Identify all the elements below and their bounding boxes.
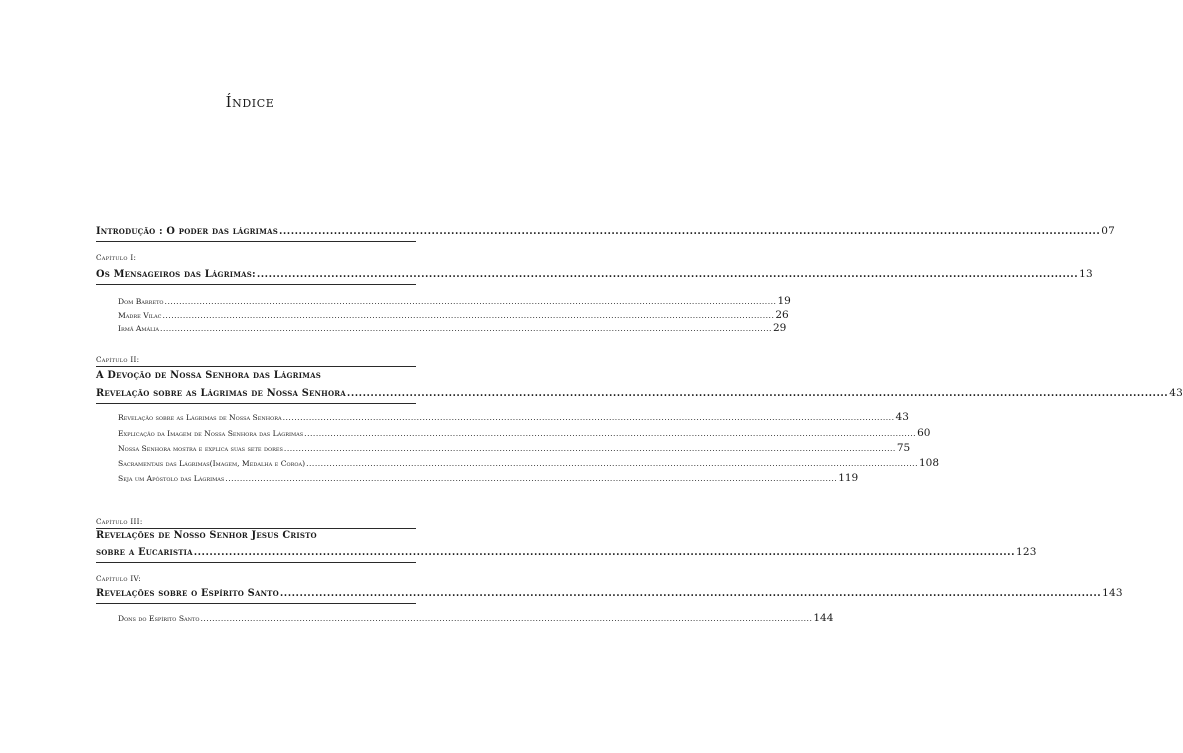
toc-entry-label: Irmã Amália xyxy=(118,324,160,333)
toc-entry-page: 19 xyxy=(777,295,791,307)
toc-subentry[interactable] xyxy=(118,411,909,423)
dot-leader: .................................................................................................................................................................................................................. xyxy=(162,311,775,320)
toc-entry-chapter-4[interactable] xyxy=(96,587,1123,599)
toc-entry-page: 119 xyxy=(838,472,859,484)
toc-entry-chapter-1[interactable] xyxy=(96,268,1093,280)
section-divider xyxy=(96,528,416,529)
dot-leader: .................................................................................................................................................................................................................. xyxy=(160,324,772,333)
page-title: Índice xyxy=(225,93,275,111)
toc-entry-chapter-2[interactable] xyxy=(96,387,1183,399)
toc-entry-page: 143 xyxy=(1102,587,1123,599)
toc-subentry[interactable] xyxy=(118,457,940,469)
toc-entry-page: 108 xyxy=(919,457,940,469)
toc-entry-label: Explicação da Imagem de Nossa Senhora das Lágrimas xyxy=(118,429,304,438)
dot-leader: .................................................................................................................................................................................................................. xyxy=(346,388,1169,399)
toc-entry-label: Revelações sobre o Espírito Santo xyxy=(96,588,279,599)
toc-entry-label: Madre Vilac xyxy=(118,311,162,320)
dot-leader: .................................................................................................................................................................................................................. xyxy=(200,614,813,623)
toc-entry-label: Dons do Espírito Santo xyxy=(118,614,200,623)
chapter-3-heading: Capítulo III: xyxy=(96,517,143,526)
chapter-1-heading: Capítulo I: xyxy=(96,253,137,262)
toc-entry-page: 13 xyxy=(1079,268,1093,280)
toc-entry-label: Revelação sobre as Lágrimas de Nossa Senhora xyxy=(118,413,282,422)
toc-entry-intro[interactable] xyxy=(96,225,1116,237)
dot-leader: .................................................................................................................................................................................................................. xyxy=(225,474,838,483)
toc-entry-label: Os Mensageiros das Lágrimas: xyxy=(96,269,256,280)
section-divider xyxy=(96,366,416,367)
toc-entry-page: 144 xyxy=(813,612,834,624)
chapter-2-title: A Devoção de Nossa Senhora das Lágrimas xyxy=(96,370,321,381)
dot-leader: .................................................................................................................................................................................................................. xyxy=(164,297,777,306)
toc-subentry[interactable] xyxy=(118,612,834,624)
toc-entry-label: Introdução : O poder das lágrimas xyxy=(96,226,278,237)
toc-entry-page: 07 xyxy=(1101,225,1116,237)
toc-entry-page: 123 xyxy=(1015,546,1037,558)
toc-entry-label: Seja um Apóstolo das Lágrimas xyxy=(118,474,225,483)
dot-leader: .................................................................................................................................................................................................................. xyxy=(279,588,1102,599)
section-divider xyxy=(96,603,416,604)
toc-entry-page: 75 xyxy=(896,442,911,454)
section-divider xyxy=(96,403,416,404)
chapter-3-title: Revelações de Nosso Senhor Jesus Cristo xyxy=(96,530,317,541)
section-divider xyxy=(96,241,416,242)
toc-entry-page: 29 xyxy=(772,322,787,334)
toc-subentry[interactable] xyxy=(118,442,911,454)
toc-subentry[interactable] xyxy=(118,309,789,321)
chapter-4-heading: Capítulo IV: xyxy=(96,574,142,583)
dot-leader: .................................................................................................................................................................................................................. xyxy=(306,459,918,468)
toc-entry-label: Revelação sobre as Lágrimas de Nossa Senhora xyxy=(96,388,346,399)
toc-entry-label: Dom Barreto xyxy=(118,297,164,306)
toc-entry-chapter-3[interactable] xyxy=(96,546,1037,558)
dot-leader: .................................................................................................................................................................................................................. xyxy=(193,547,1015,558)
dot-leader: .................................................................................................................................................................................................................. xyxy=(282,413,895,422)
dot-leader: .................................................................................................................................................................................................................. xyxy=(304,429,917,438)
dot-leader: .................................................................................................................................................................................................................. xyxy=(256,269,1079,280)
toc-entry-label: sobre a Eucaristia xyxy=(96,547,193,558)
toc-entry-page: 43 xyxy=(1169,387,1183,399)
toc-subentry[interactable] xyxy=(118,472,859,484)
toc-subentry[interactable] xyxy=(118,295,791,307)
dot-leader: .................................................................................................................................................................................................................. xyxy=(278,226,1101,237)
toc-entry-page: 26 xyxy=(775,309,789,321)
section-divider xyxy=(96,562,416,563)
toc-subentry[interactable] xyxy=(118,427,931,439)
toc-entry-label: Sacramentais das Lágrimas(Imagem, Medalha e Coroa) xyxy=(118,459,306,468)
chapter-2-heading: Capítulo II: xyxy=(96,355,140,364)
dot-leader: .................................................................................................................................................................................................................. xyxy=(283,444,896,453)
section-divider xyxy=(96,284,416,285)
toc-subentry[interactable] xyxy=(118,322,787,334)
toc-entry-page: 43 xyxy=(895,411,909,423)
toc-entry-label: Nossa Senhora mostra e explica suas sete dores xyxy=(118,444,283,453)
toc-entry-page: 60 xyxy=(917,427,931,439)
